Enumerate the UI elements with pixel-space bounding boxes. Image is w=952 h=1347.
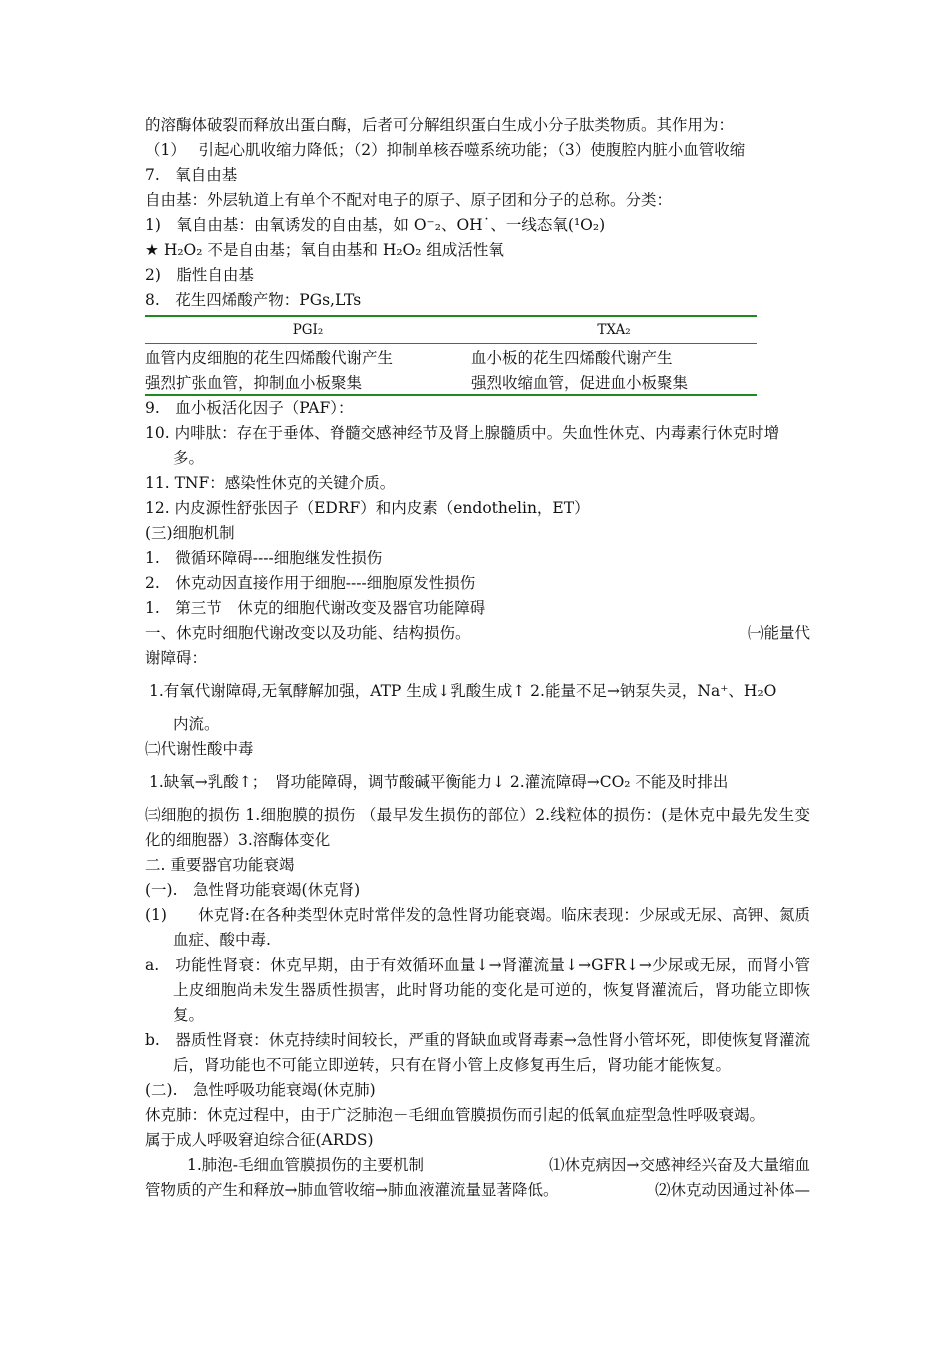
list-item: 12. 内皮源性舒张因子（EDRF）和内皮素（endothelin，ET） [145,499,590,517]
table-row [145,344,757,370]
mechanism-text: ⑵休克动因通过补体— [654,1181,810,1199]
heading-text-right: ㈠能量代 [747,624,810,642]
paragraph-line: 1.缺氧→乳酸↑； 肾功能障碍，调节酸碱平衡能力↓ 2.灌流障碍→CO₂ 不能及时排出 [149,773,729,791]
list-item: 1. 微循环障碍----细胞继发性损伤 [145,549,383,567]
note-line: ★ H₂O₂ 不是自由基；氧自由基和 H₂O₂ 组成活性氧 [145,241,504,259]
paragraph-line: （1） 引起心肌收缩力降低；（2）抑制单核吞噬系统功能；（3）使腹腔内脏小血管收缩 [145,141,746,159]
table-header-pgi2: PGI₂ [292,322,324,338]
table-cell: 血管内皮细胞的花生四烯酸代谢产生 [145,348,394,367]
list-item: (1) 休克肾:在各种类型休克时常伴发的急性肾功能衰竭。临床表现：少尿或无尿、高钾、氮质血症、酸中毒. [145,906,810,949]
paragraph-row [145,1178,810,1203]
table-cell: 强烈收缩血管，促进血小板聚集 [471,373,689,392]
heading-text: 一、休克时细胞代谢改变以及功能、结构损伤。 [145,624,471,642]
paragraph-line: 内流。 [173,715,220,733]
list-item: 2) 脂性自由基 [145,266,254,284]
paragraph-line: 自由基：外层轨道上有单个不配对电子的原子、原子团和分子的总称。分类： [145,191,673,209]
subsection-heading: ㈡代谢性酸中毒 [145,740,254,758]
list-item: a. 功能性肾衰：休克早期，由于有效循环血量↓→肾灌流量↓→GFR↓→少尿或无尿，而肾小管上皮细胞尚未发生器质性损害，此时肾功能的变化是可逆的，恢复肾灌流后，肾功能立即恢复。 [145,956,810,1024]
paragraph-line: 休克肺：休克过程中，由于广泛肺泡－毛细血管膜损伤而引起的低氧血症型急性呼吸衰竭。 [145,1106,766,1124]
list-item: b. 器质性肾衰：休克持续时间较长，严重的肾缺血或肾毒素→急性肾小管坏死，即使恢复肾灌流后，肾功能也不可能立即逆转，只有在肾小管上皮修复再生后，肾功能才能恢复。 [145,1031,810,1074]
subsection-heading: (三)细胞机制 [145,524,235,542]
table-cell: 血小板的花生四烯酸代谢产生 [471,348,673,367]
list-item: 2. 休克动因直接作用于细胞----细胞原发性损伤 [145,574,476,592]
section-heading: 7. 氧自由基 [145,166,238,184]
paragraph-line: 谢障碍： [145,649,208,667]
list-item: 11. TNF：感染性休克的关键介质。 [145,474,396,492]
paragraph-line: 属于成人呼吸窘迫综合征(ARDS) [145,1131,374,1149]
mechanism-title: 1.肺泡-毛细血管膜损伤的主要机制 [187,1156,425,1174]
paragraph-line: 1.有氧代谢障碍,无氧酵解加强，ATP 生成↓乳酸生成↑ 2.能量不足→钠泵失灵，Na⁺、H₂O [149,682,777,700]
heading-row [145,621,810,646]
paragraph-row [145,1153,810,1178]
table-header-row [145,316,757,344]
table-header-txa2: TXA₂ [597,322,631,338]
section-heading: 9. 血小板活化因子（PAF）： [145,399,354,417]
table-cell: 强烈扩张血管，抑制血小板聚集 [145,373,363,392]
section-heading: 8. 花生四烯酸产物：PGs,LTs [145,291,362,309]
paragraph-line: 的溶酶体破裂而释放出蛋白酶，后者可分解组织蛋白生成小分子肽类物质。其作用为： [145,116,735,134]
chapter-heading: 1. 第三节 休克的细胞代谢改变及器官功能障碍 [145,599,486,617]
list-item: 1) 氧自由基：由氧诱发的自由基，如 O⁻₂、OH˙、一线态氧(¹O₂) [145,216,606,234]
subsection-heading: (一). 急性肾功能衰竭(休克肾) [145,881,361,899]
comparison-table [145,315,757,396]
subsection-heading: (二). 急性呼吸功能衰竭(休克肺) [145,1081,376,1099]
table-row [145,369,757,395]
mechanism-text: 管物质的产生和释放→肺血管收缩→肺血液灌流量显著降低。 [145,1181,559,1199]
list-item: 10. 内啡肽：存在于垂体、脊髓交感神经节及肾上腺髓质中。失血性休克、内毒素行休克时增多。 [145,424,780,467]
section-heading: 二. 重要器官功能衰竭 [145,856,295,874]
mechanism-text: ⑴休克病因→交感神经兴奋及大量缩血 [549,1156,810,1174]
paragraph: ㈢细胞的损伤 1.细胞膜的损伤 （最早发生损伤的部位）2.线粒体的损伤：(是休克中最先发生变化的细胞器）3.溶酶体变化 [145,806,810,849]
document-page [145,113,810,1203]
